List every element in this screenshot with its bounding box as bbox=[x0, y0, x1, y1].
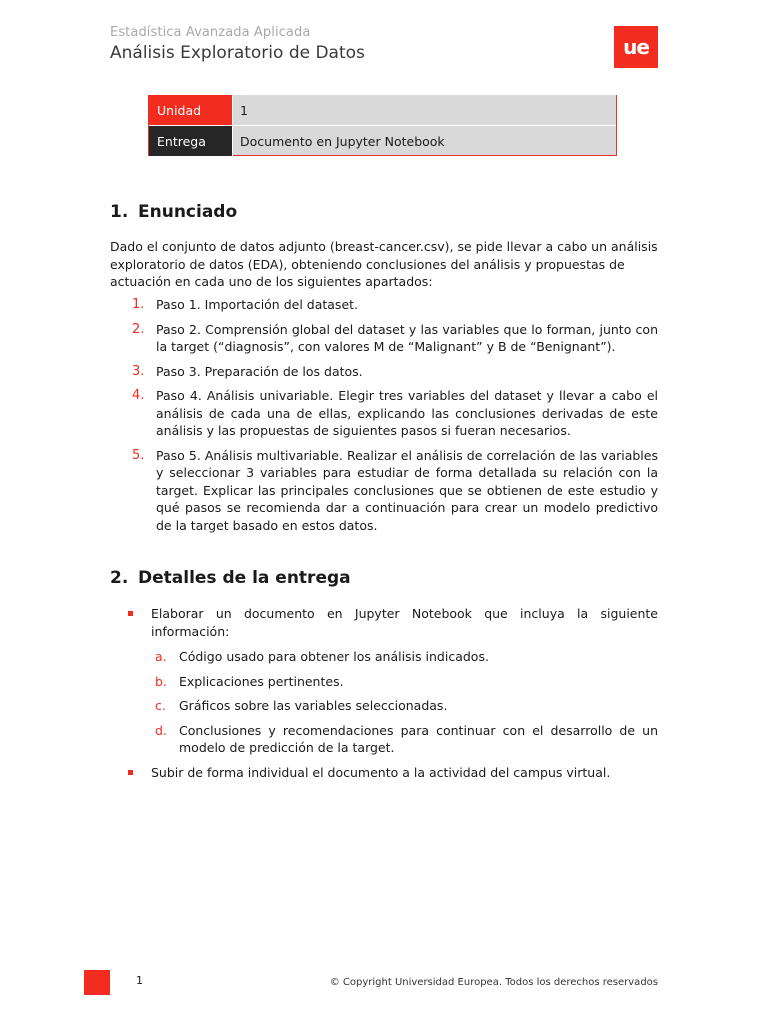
list-marker: c. bbox=[155, 698, 166, 713]
steps-list bbox=[110, 296, 658, 541]
section-number: 2. bbox=[110, 568, 129, 588]
section-title: Detalles de la entrega bbox=[138, 568, 351, 588]
info-value: 1 bbox=[240, 102, 248, 118]
document-title: Análisis Exploratorio de Datos bbox=[110, 43, 365, 63]
section-number: 1. bbox=[110, 202, 129, 222]
list-item-text: Código usado para obtener los análisis indicados. bbox=[179, 649, 489, 664]
list-item bbox=[110, 363, 658, 381]
list-item-text: Paso 2. Comprensión global del dataset y las variables que lo forman, junto con la target (“diagnosis”, con valores M de “Malignant” y B de “Benignant”). bbox=[156, 321, 658, 354]
sub-list-item bbox=[151, 697, 658, 715]
list-item-text: Subir de forma individual el documento a la actividad del campus virtual. bbox=[151, 764, 611, 780]
sub-list-item bbox=[151, 673, 658, 691]
list-item bbox=[110, 296, 658, 314]
section-heading-detalles bbox=[110, 568, 351, 588]
sub-list-item bbox=[151, 722, 658, 757]
section-heading-enunciado bbox=[110, 202, 237, 222]
list-marker: 4. bbox=[132, 388, 145, 403]
copyright-notice: © Copyright Universidad Europea. Todos los derechos reservados bbox=[329, 977, 658, 988]
list-item-text: Elaborar un documento en Jupyter Notebook que incluya la siguiente información: bbox=[151, 606, 658, 639]
list-marker: 2. bbox=[132, 321, 145, 337]
list-item-text: Explicaciones pertinentes. bbox=[179, 673, 344, 689]
info-row-entrega bbox=[149, 125, 616, 156]
info-key: Unidad bbox=[149, 95, 233, 125]
list-item-text: Gráficos sobre las variables seleccionadas. bbox=[179, 698, 448, 713]
list-item-text: Paso 4. Análisis univariable. Elegir tres variables del dataset y llevar a cabo el análisis de cada una de ellas, explicando las conclusiones derivadas de este análisis y las propuestas de siguientes pasos si fueran necesarios. bbox=[156, 388, 658, 438]
list-item-text: Paso 3. Preparación de los datos. bbox=[156, 363, 363, 379]
list-item-text: Paso 5. Análisis multivariable. Realizar el análisis de correlación de las variables y seleccionar 3 variables para estudiar de forma detallada su relación con la target. Explicar las principales conclusiones que se obtienen de este estudio y qué pasos se recomienda dar a continuación para crear un modelo predictivo de la target basado en estos datos. bbox=[156, 447, 658, 533]
list-item bbox=[110, 387, 658, 440]
list-item-text: Conclusiones y recomendaciones para continuar con el desarrollo de un modelo de predicción de la target. bbox=[179, 722, 658, 755]
list-item bbox=[110, 605, 658, 757]
info-row-unidad bbox=[149, 95, 616, 125]
course-name: Estadística Avanzada Aplicada bbox=[110, 25, 311, 40]
footer-red-square bbox=[84, 970, 110, 995]
list-marker: d. bbox=[155, 722, 167, 738]
delivery-list bbox=[110, 605, 658, 781]
universidad-europea-logo: ue bbox=[614, 26, 658, 68]
sub-list bbox=[151, 648, 658, 757]
info-value: Documento en Jupyter Notebook bbox=[240, 133, 445, 149]
list-marker: b. bbox=[155, 673, 167, 689]
info-key: Entrega bbox=[149, 126, 233, 156]
list-item-text: Paso 1. Importación del dataset. bbox=[156, 297, 359, 312]
list-item bbox=[110, 764, 658, 782]
sub-list-item bbox=[151, 648, 658, 666]
list-marker: 5. bbox=[132, 447, 145, 463]
list-marker: 3. bbox=[132, 363, 145, 379]
list-marker: a. bbox=[155, 649, 167, 664]
section-title: Enunciado bbox=[138, 202, 238, 222]
page-number: 1 bbox=[136, 974, 143, 987]
list-item bbox=[110, 321, 658, 356]
bullet-square-icon bbox=[128, 611, 133, 616]
intro-paragraph: Dado el conjunto de datos adjunto (breast-cancer.csv), se pide llevar a cabo un análisis exploratorio de datos (EDA), obteniendo conclusiones del análisis y propuestas de actuación en cada uno de los siguientes apartados: bbox=[110, 239, 658, 289]
info-table bbox=[148, 95, 617, 156]
list-item bbox=[110, 447, 658, 535]
bullet-square-icon bbox=[128, 770, 133, 775]
list-marker: 1. bbox=[132, 297, 145, 312]
